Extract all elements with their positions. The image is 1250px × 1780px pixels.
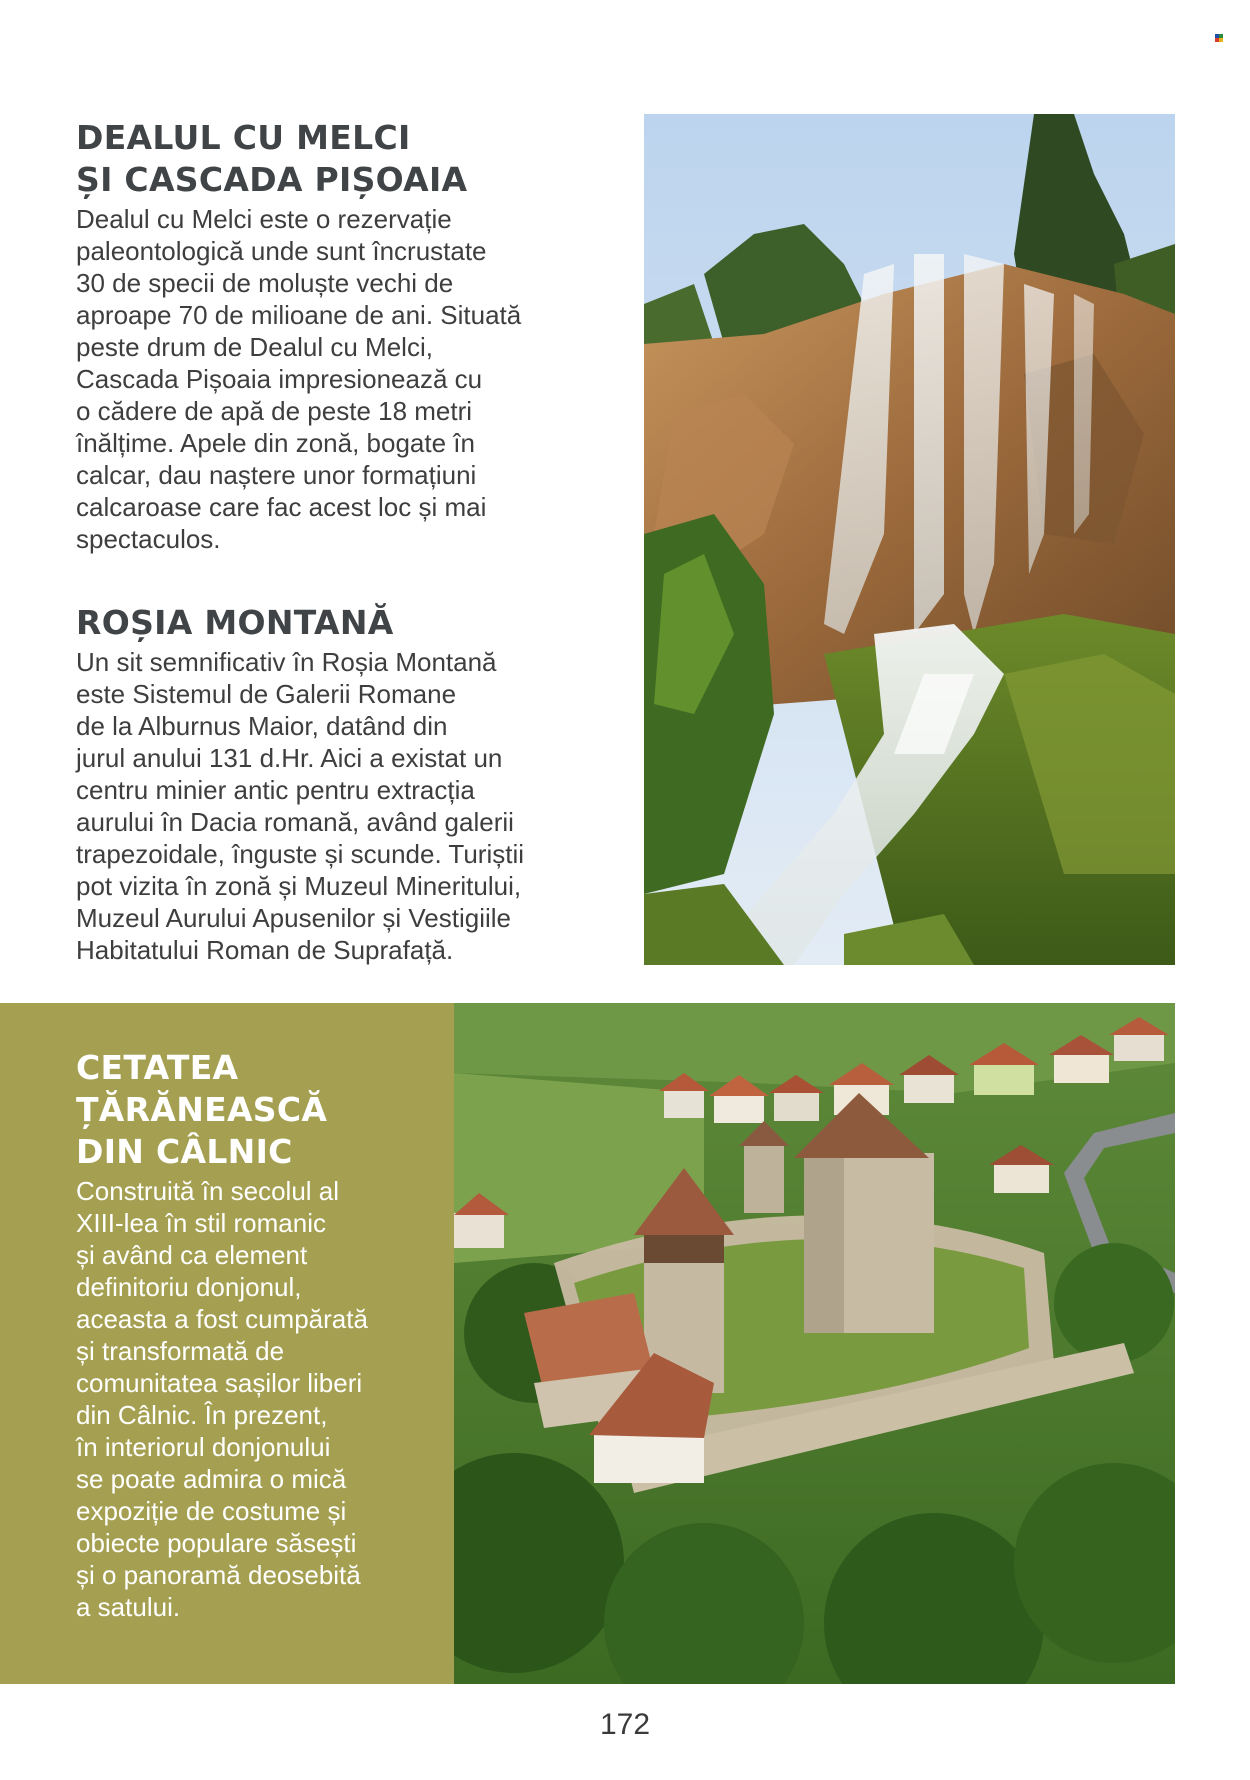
body-line: obiecte populare săsești: [76, 1528, 357, 1558]
body-line: XIII-lea în stil romanic: [76, 1208, 326, 1238]
section-title: [76, 1047, 446, 1173]
section-cetatea-calnic: [76, 1047, 446, 1623]
page-number: 172: [599, 1708, 651, 1741]
title-line: DEALUL CU MELCI: [76, 118, 411, 157]
waterfall-photo: [644, 114, 1175, 965]
body-line: o cădere de apă de peste 18 metri: [76, 396, 473, 426]
calnic-panel: [0, 1003, 454, 1684]
body-line: jurul anului 131 d.Hr. Aici a existat un: [76, 743, 503, 773]
title-line: ȘI CASCADA PIȘOAIA: [76, 160, 468, 199]
body-line: și având ca element: [76, 1240, 308, 1270]
section-title: [76, 117, 596, 201]
body-line: Habitatului Roman de Suprafață.: [76, 935, 454, 965]
body-line: în interiorul donjonului: [76, 1432, 331, 1462]
body-line: înălțime. Apele din zonă, bogate în: [76, 428, 475, 458]
body-line: peste drum de Dealul cu Melci,: [76, 332, 433, 362]
fortress-photo: [454, 1003, 1175, 1684]
body-line: definitoriu donjonul,: [76, 1272, 302, 1302]
body-line: trapezoidale, înguste și scunde. Turiștii: [76, 839, 525, 869]
body-line: calcar, dau naștere unor formațiuni: [76, 460, 477, 490]
body-line: este Sistemul de Galerii Romane: [76, 679, 457, 709]
body-line: 30 de specii de moluște vechi de: [76, 268, 454, 298]
body-line: calcaroase care fac acest loc și mai: [76, 492, 487, 522]
body-line: centru minier antic pentru extracția: [76, 775, 475, 805]
body-line: Construită în secolul al: [76, 1176, 340, 1206]
body-line: Dealul cu Melci este o rezervație: [76, 204, 452, 234]
body-line: Muzeul Aurului Apusenilor și Vestigiile: [76, 903, 512, 933]
body-line: Cascada Pișoaia impresionează cu: [76, 364, 483, 394]
body-line: expoziție de costume și: [76, 1496, 347, 1526]
body-line: a satului.: [76, 1592, 181, 1622]
section-body: [76, 1175, 446, 1623]
body-line: aurului în Dacia romană, având galerii: [76, 807, 514, 837]
title-line: ROȘIA MONTANĂ: [76, 603, 394, 642]
section-title: [76, 602, 596, 644]
corner-registration-mark: [1215, 34, 1224, 43]
section-body: [76, 203, 596, 555]
body-line: și o panoramă deosebită: [76, 1560, 361, 1590]
body-line: Un sit semnificativ în Roșia Montană: [76, 647, 497, 677]
body-line: și transformată de: [76, 1336, 285, 1366]
section-dealul-cu-melci: [76, 117, 596, 555]
body-line: din Câlnic. În prezent,: [76, 1400, 328, 1430]
body-line: de la Alburnus Maior, datând din: [76, 711, 448, 741]
title-line: DIN CÂLNIC: [76, 1132, 293, 1171]
body-line: pot vizita în zonă și Muzeul Mineritului,: [76, 871, 522, 901]
section-body: [76, 646, 596, 966]
section-rosia-montana: [76, 602, 596, 966]
body-line: aproape 70 de milioane de ani. Situată: [76, 300, 522, 330]
title-line: CETATEA: [76, 1048, 239, 1087]
body-line: se poate admira o mică: [76, 1464, 347, 1494]
waterfall-illustration: [644, 114, 1175, 965]
body-line: comunitatea sașilor liberi: [76, 1368, 363, 1398]
body-line: spectaculos.: [76, 524, 221, 554]
fortress-illustration: [454, 1003, 1175, 1684]
title-line: ȚĂRĂNEASCĂ: [76, 1090, 328, 1129]
body-line: paleontologică unde sunt încrustate: [76, 236, 487, 266]
body-line: aceasta a fost cumpărată: [76, 1304, 368, 1334]
